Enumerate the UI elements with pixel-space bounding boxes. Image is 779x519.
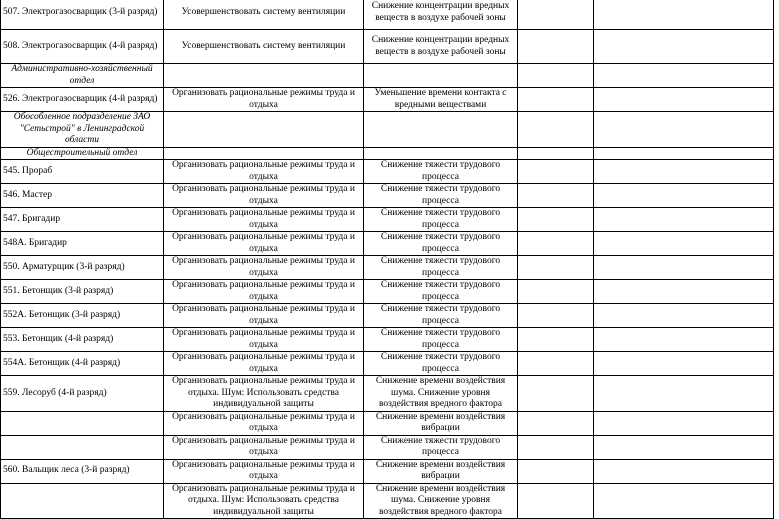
empty-cell [518, 0, 594, 30]
goal-cell: Снижение тяжести трудового процесса [364, 435, 518, 459]
section-row [1, 112, 774, 148]
position-cell: 552А. Бетонщик (3-й разряд) [1, 304, 164, 328]
empty-cell [594, 147, 774, 160]
goal-cell [364, 64, 518, 88]
position-cell [1, 435, 164, 459]
measure-cell: Организовать рациональные режимы труда и отдыха [164, 459, 364, 483]
empty-cell [518, 411, 594, 435]
measure-cell: Усовершенствовать систему вентиляции [164, 0, 364, 30]
empty-cell [518, 280, 594, 304]
empty-cell [594, 112, 774, 148]
table-row [1, 160, 774, 184]
position-cell: 560. Вальщик леса (3-й разряд) [1, 459, 164, 483]
empty-cell [594, 208, 774, 232]
empty-cell [518, 435, 594, 459]
section-row [1, 64, 774, 88]
goal-cell: Снижение времени воздействия вибрации [364, 459, 518, 483]
empty-cell [518, 352, 594, 376]
table-row [1, 411, 774, 435]
goal-cell: Снижение времени воздействия вибрации [364, 411, 518, 435]
empty-cell [518, 30, 594, 64]
table-row [1, 0, 774, 30]
position-cell: 547. Бригадир [1, 208, 164, 232]
goal-cell: Снижение времени воздействия шума. Снижение уровня воздействия вредного фактора [364, 483, 518, 519]
empty-cell [594, 280, 774, 304]
goal-cell: Снижение тяжести трудового процесса [364, 256, 518, 280]
goal-cell: Снижение тяжести трудового процесса [364, 232, 518, 256]
table-row [1, 328, 774, 352]
empty-cell [518, 256, 594, 280]
empty-cell [594, 376, 774, 412]
empty-cell [518, 88, 594, 112]
measure-cell: Организовать рациональные режимы труда и отдыха [164, 304, 364, 328]
empty-cell [594, 232, 774, 256]
empty-cell [518, 160, 594, 184]
measure-cell: Организовать рациональные режимы труда и отдыха. Шум: Использовать средства индивидуальной защиты [164, 376, 364, 412]
section-row [1, 147, 774, 160]
goal-cell [364, 147, 518, 160]
position-cell: 553. Бетонщик (4-й разряд) [1, 328, 164, 352]
empty-cell [594, 483, 774, 519]
table-row [1, 435, 774, 459]
table-row [1, 459, 774, 483]
table-row [1, 208, 774, 232]
empty-cell [594, 435, 774, 459]
measure-cell: Организовать рациональные режимы труда и отдыха [164, 435, 364, 459]
empty-cell [594, 304, 774, 328]
position-cell: 507. Электрогазосварщик (3-й разряд) [1, 0, 164, 30]
table-row [1, 88, 774, 112]
empty-cell [518, 112, 594, 148]
section-title: Обособленное подразделение ЗАО "Сетьстрой" в Ленинградской области [1, 112, 164, 148]
goal-cell: Снижение концентрации вредных веществ в воздухе рабочей зоны [364, 30, 518, 64]
section-title: Административно-хозяйственный отдел [1, 64, 164, 88]
measure-cell [164, 147, 364, 160]
table-body [1, 0, 774, 519]
table-row [1, 376, 774, 412]
measure-cell: Организовать рациональные режимы труда и отдыха [164, 208, 364, 232]
table-row [1, 304, 774, 328]
empty-cell [518, 459, 594, 483]
goal-cell: Снижение времени воздействия шума. Снижение уровня воздействия вредного фактора [364, 376, 518, 412]
goal-cell: Снижение тяжести трудового процесса [364, 304, 518, 328]
measure-cell: Организовать рациональные режимы труда и отдыха [164, 160, 364, 184]
empty-cell [594, 30, 774, 64]
measure-cell: Организовать рациональные режимы труда и отдыха [164, 232, 364, 256]
empty-cell [594, 88, 774, 112]
measure-cell: Организовать рациональные режимы труда и отдыха [164, 411, 364, 435]
empty-cell [594, 328, 774, 352]
measure-cell: Усовершенствовать систему вентиляции [164, 30, 364, 64]
empty-cell [518, 64, 594, 88]
goal-cell: Снижение тяжести трудового процесса [364, 184, 518, 208]
table-row [1, 483, 774, 519]
position-cell [1, 483, 164, 519]
measure-cell [164, 112, 364, 148]
empty-cell [518, 147, 594, 160]
goal-cell: Снижение тяжести трудового процесса [364, 352, 518, 376]
empty-cell [518, 304, 594, 328]
empty-cell [594, 411, 774, 435]
empty-cell [518, 232, 594, 256]
section-title: Общестроительный отдел [1, 147, 164, 160]
table-row [1, 30, 774, 64]
table-row [1, 280, 774, 304]
empty-cell [594, 352, 774, 376]
empty-cell [594, 459, 774, 483]
measure-cell: Организовать рациональные режимы труда и отдыха [164, 256, 364, 280]
empty-cell [518, 328, 594, 352]
position-cell: 546. Мастер [1, 184, 164, 208]
empty-cell [518, 184, 594, 208]
empty-cell [594, 64, 774, 88]
measure-cell: Организовать рациональные режимы труда и отдыха [164, 88, 364, 112]
position-cell: 554А. Бетонщик (4-й разряд) [1, 352, 164, 376]
position-cell: 508. Электрогазосварщик (4-й разряд) [1, 30, 164, 64]
position-cell: 551. Бетонщик (3-й разряд) [1, 280, 164, 304]
empty-cell [518, 208, 594, 232]
position-cell: 545. Прораб [1, 160, 164, 184]
empty-cell [594, 256, 774, 280]
empty-cell [594, 160, 774, 184]
goal-cell: Снижение тяжести трудового процесса [364, 280, 518, 304]
measure-cell: Организовать рациональные режимы труда и отдыха [164, 184, 364, 208]
measure-cell: Организовать рациональные режимы труда и отдыха. Шум: Использовать средства индивидуальной защиты [164, 483, 364, 519]
table-row [1, 184, 774, 208]
measure-cell [164, 64, 364, 88]
goal-cell: Снижение тяжести трудового процесса [364, 160, 518, 184]
empty-cell [594, 184, 774, 208]
table-row [1, 352, 774, 376]
goal-cell: Снижение тяжести трудового процесса [364, 328, 518, 352]
measure-cell: Организовать рациональные режимы труда и отдыха [164, 280, 364, 304]
position-cell: 550. Арматурщик (3-й разряд) [1, 256, 164, 280]
position-cell: 526. Электрогазосварщик (4-й разряд) [1, 88, 164, 112]
goal-cell: Снижение концентрации вредных веществ в воздухе рабочей зоны [364, 0, 518, 30]
empty-cell [518, 376, 594, 412]
goal-cell: Снижение тяжести трудового процесса [364, 208, 518, 232]
position-cell: 548А. Бригадир [1, 232, 164, 256]
measure-cell: Организовать рациональные режимы труда и отдыха [164, 328, 364, 352]
measure-cell: Организовать рациональные режимы труда и отдыха [164, 352, 364, 376]
goal-cell [364, 112, 518, 148]
empty-cell [594, 0, 774, 30]
table-row [1, 256, 774, 280]
goal-cell: Уменьшение времени контакта с вредными веществами [364, 88, 518, 112]
empty-cell [518, 483, 594, 519]
position-cell [1, 411, 164, 435]
table-row [1, 232, 774, 256]
position-cell: 559. Лесоруб (4-й разряд) [1, 376, 164, 412]
